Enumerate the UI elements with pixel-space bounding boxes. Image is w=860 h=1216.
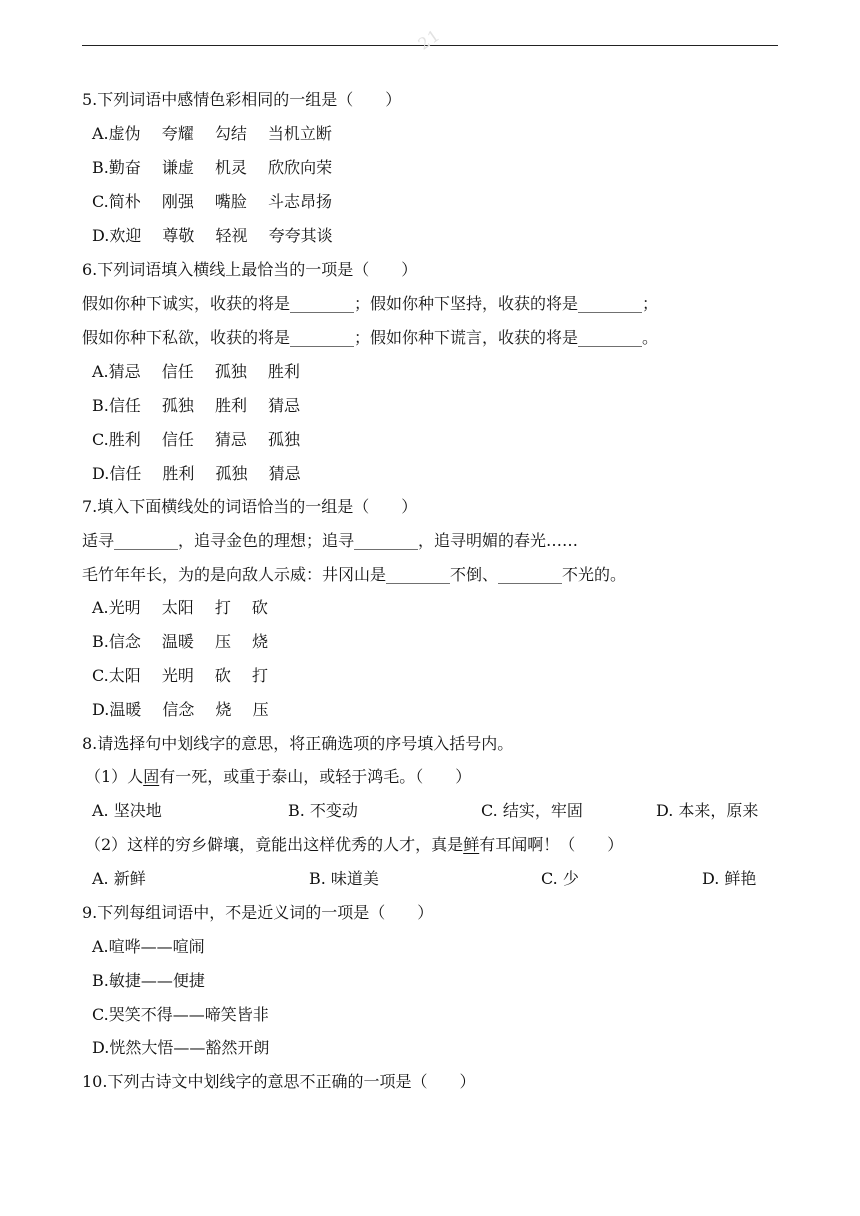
question-7-option-a: A.光明 太阳 打 砍	[92, 598, 268, 617]
question-7-stem: 7.填入下面横线处的词语恰当的一组是（ ）	[82, 497, 418, 516]
question-9-option-a: A.喧哗——喧闹	[92, 937, 205, 956]
question-7-text-line-2: 毛竹年年长，为的是向敌人示威：井冈山是________不倒、________不光的。	[82, 565, 627, 584]
question-8-part-2-option-b: B. 味道美	[309, 869, 379, 888]
question-9-option-c: C.哭笑不得——啼笑皆非	[92, 1005, 269, 1024]
question-8-part-2-option-d: D. 鲜艳	[702, 869, 757, 888]
question-10-stem: 10.下列古诗文中划线字的意思不正确的一项是（ ）	[82, 1072, 476, 1091]
question-7-option-b: B.信念 温暖 压 烧	[92, 632, 269, 651]
question-5-option-a: A.虚伪 夸耀 勾结 当机立断	[92, 124, 332, 143]
question-8-part-1-option-a: A. 坚决地	[92, 801, 162, 820]
question-6-text-line-2: 假如你种下私欲，收获的将是________；假如你种下谎言，收获的将是________。	[82, 328, 659, 347]
part-2-underlined-char: 鲜	[463, 835, 480, 854]
question-6-option-d: D.信任 胜利 孤独 猜忌	[92, 464, 301, 483]
question-6-option-b: B.信任 孤独 胜利 猜忌	[92, 396, 301, 415]
part-1-suffix: 有一死，或重于泰山，或轻于鸿毛。（ ）	[159, 767, 472, 786]
question-5-stem: 5.下列词语中感情色彩相同的一组是（ ）	[82, 90, 402, 109]
question-5-option-c: C.简朴 刚强 嘴脸 斗志昂扬	[92, 192, 333, 211]
question-8-part-2	[85, 835, 623, 855]
question-7-option-c: C.太阳 光明 砍 打	[92, 666, 269, 685]
part-2-suffix: 有耳闻啊！（ ）	[479, 835, 624, 854]
question-7-option-d: D.温暖 信念 烧 压	[92, 700, 269, 719]
question-5-option-d: D.欢迎 尊敬 轻视 夸夸其谈	[92, 226, 333, 245]
question-8-part-2-option-a: A. 新鲜	[92, 869, 146, 888]
question-6-text-line-1: 假如你种下诚实，收获的将是________；假如你种下坚持，收获的将是________；	[82, 294, 659, 313]
part-2-prefix: （2）这样的穷乡僻壤，竟能出这样优秀的人才，真是	[85, 835, 464, 854]
part-1-prefix: （1）人	[85, 767, 144, 786]
watermark: 21	[414, 25, 444, 54]
question-6-option-c: C.胜利 信任 猜忌 孤独	[92, 430, 301, 449]
question-9-stem: 9.下列每组词语中，不是近义词的一项是（ ）	[82, 903, 434, 922]
question-8-part-1-option-d: D. 本来，原来	[656, 801, 759, 820]
question-7-text-line-1: 适寻________，追寻金色的理想；追寻________，追寻明媚的春光……	[82, 531, 579, 550]
question-9-option-b: B.敏捷——便捷	[92, 971, 205, 990]
question-8-part-2-option-c: C. 少	[541, 869, 579, 888]
question-6-stem: 6.下列词语填入横线上最恰当的一项是（ ）	[82, 260, 418, 279]
question-9-option-d: D.恍然大悟——豁然开朗	[92, 1038, 270, 1057]
question-8-part-1-option-c: C. 结实，牢固	[481, 801, 583, 820]
question-8-part-1-option-b: B. 不变动	[288, 801, 358, 820]
question-6-option-a: A.猜忌 信任 孤独 胜利	[92, 362, 300, 381]
question-5-option-b: B.勤奋 谦虚 机灵 欣欣向荣	[92, 158, 333, 177]
part-1-underlined-char: 固	[143, 767, 160, 786]
question-8-stem: 8.请选择句中划线字的意思，将正确选项的序号填入括号内。	[82, 734, 514, 753]
question-8-part-1	[85, 767, 471, 787]
